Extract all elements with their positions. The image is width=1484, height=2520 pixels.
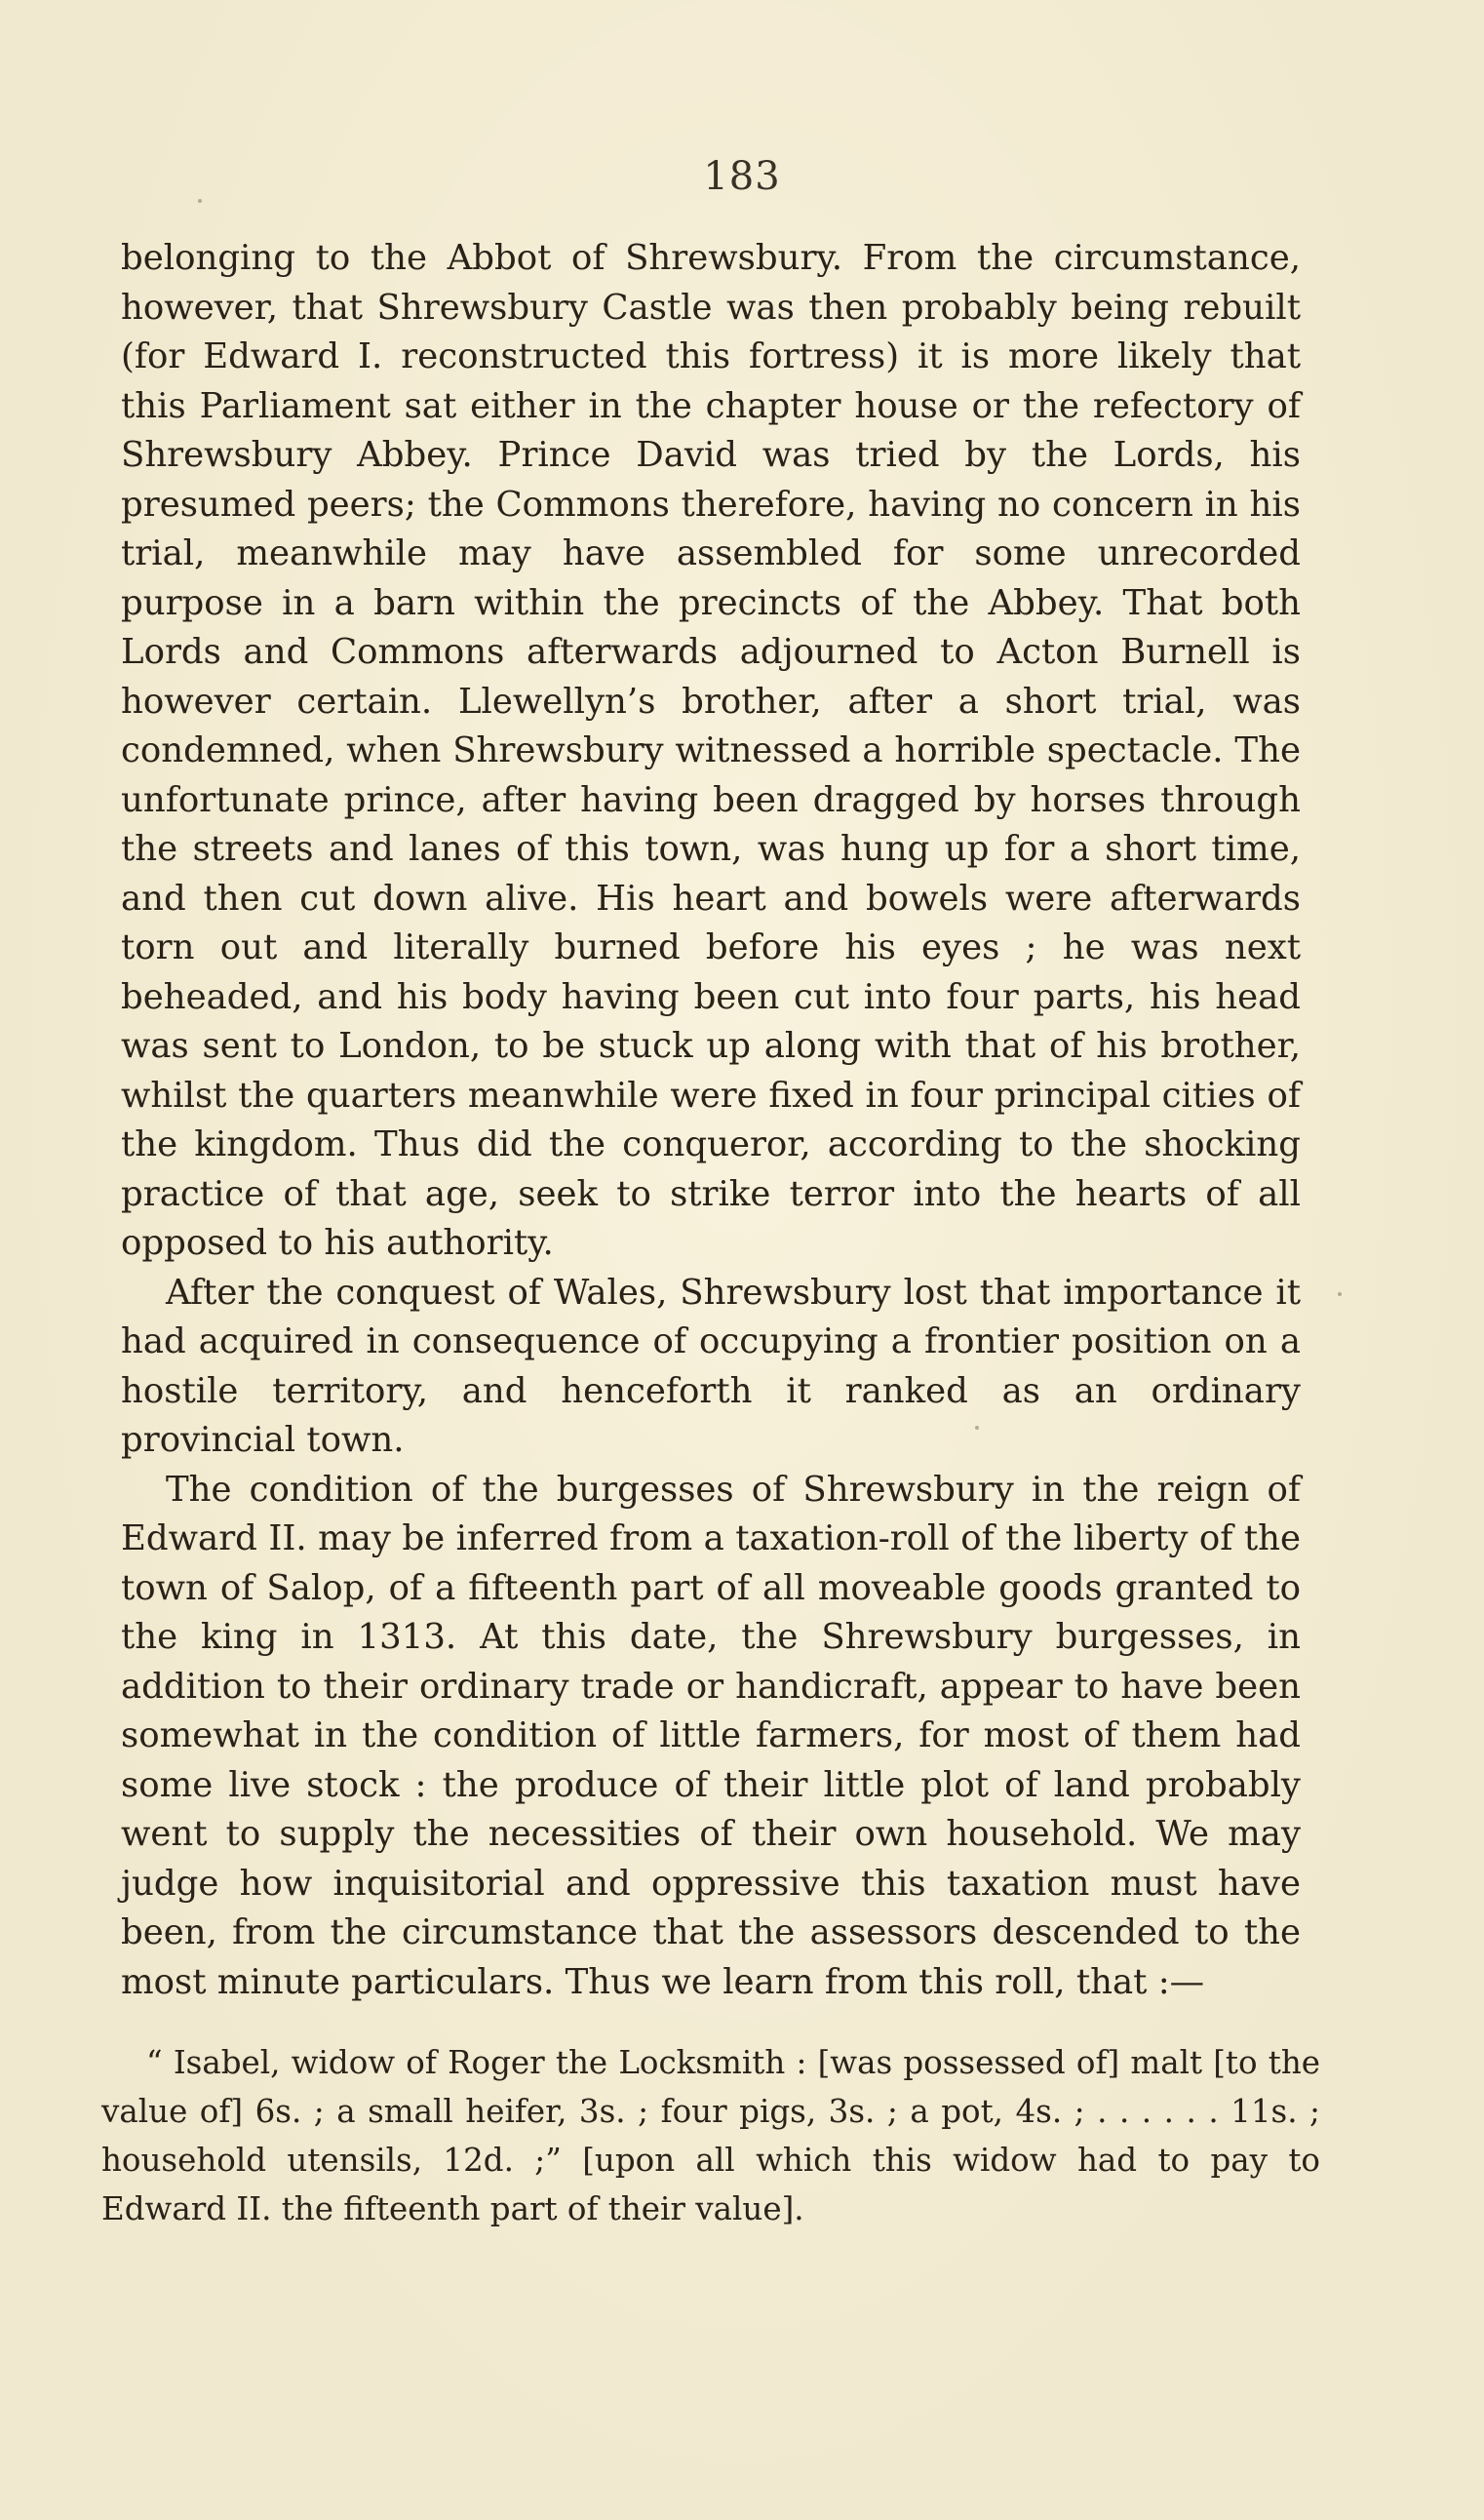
body-text — [121, 234, 1301, 2007]
page-number: 183 — [703, 154, 781, 199]
block-quote: “ Isabel, widow of Roger the Locksmith : [was possessed of] malt [to the value of] 6s. ; a small heifer, 3s. ; four pigs, 3s. ; a pot, 4s. ; . . . . . . 11s. ; household utensils, 12d. ;” [upon all which this widow had to pay to Edward II. the fifteenth part of their value]. — [101, 2044, 1320, 2227]
paragraph-3: The condition of the burgesses of Shrewsbury in the reign of Edward II. may be inferred from a taxation-roll of the liberty of the town of Salop, of a fifteenth part of all moveable goods granted to the king in 1313. At this date, the Shrewsbury burgesses, in addition to their ordinary trade or handicraft, appear to have been somewhat in the condition of little farmers, for most of them had some live stock : the produce of their little plot of land probably went to supply the necessities of their own household. We may judge how inquisitorial and oppressive this taxation must have been, from the circumstance that the assessors descended to the most minute particulars. Thus we learn from this roll, that :— — [121, 1469, 1301, 2002]
paragraph-1: belonging to the Abbot of Shrewsbury. From the circumstance, however, that Shrewsbury Castle was then probably being rebuilt (for Edward I. reconstructed this fortress) it is more likely that this Parliament sat either in the chapter house or the refectory of Shrewsbury Abbey. Prince David was tried by the Lords, his presumed peers; the Commons therefore, having no concern in his trial, meanwhile may have assembled for some unrecorded purpose in a barn within the precincts of the Abbey. That both Lords and Commons afterwards adjourned to Acton Burnell is however certain. Llewellyn’s brother, after a short trial, was condemned, when Shrewsbury witnessed a horrible spectacle. The unfortunate prince, after having been dragged by horses through the streets and lanes of this town, was hung up for a short time, and then cut down alive. His heart and bowels were afterwards torn out and literally burned before his eyes ; he was next beheaded, and his body having been cut into four parts, his head was sent to London, to be stuck up along with that of his brother, whilst the quarters meanwhile were fixed in four principal cities of the kingdom. Thus did the conqueror, according to the shocking practice of that age, seek to strike terror into the hearts of all opposed to his authority. — [121, 238, 1301, 1263]
paper-speck — [975, 1426, 979, 1430]
paper-speck — [1338, 1292, 1342, 1296]
paragraph-2: After the conquest of Wales, Shrewsbury lost that importance it had acquired in consequence of occupying a frontier position on a hostile territory, and henceforth it ranked as an ordinary provincial town. — [121, 1272, 1301, 1460]
paper-speck — [198, 199, 202, 203]
